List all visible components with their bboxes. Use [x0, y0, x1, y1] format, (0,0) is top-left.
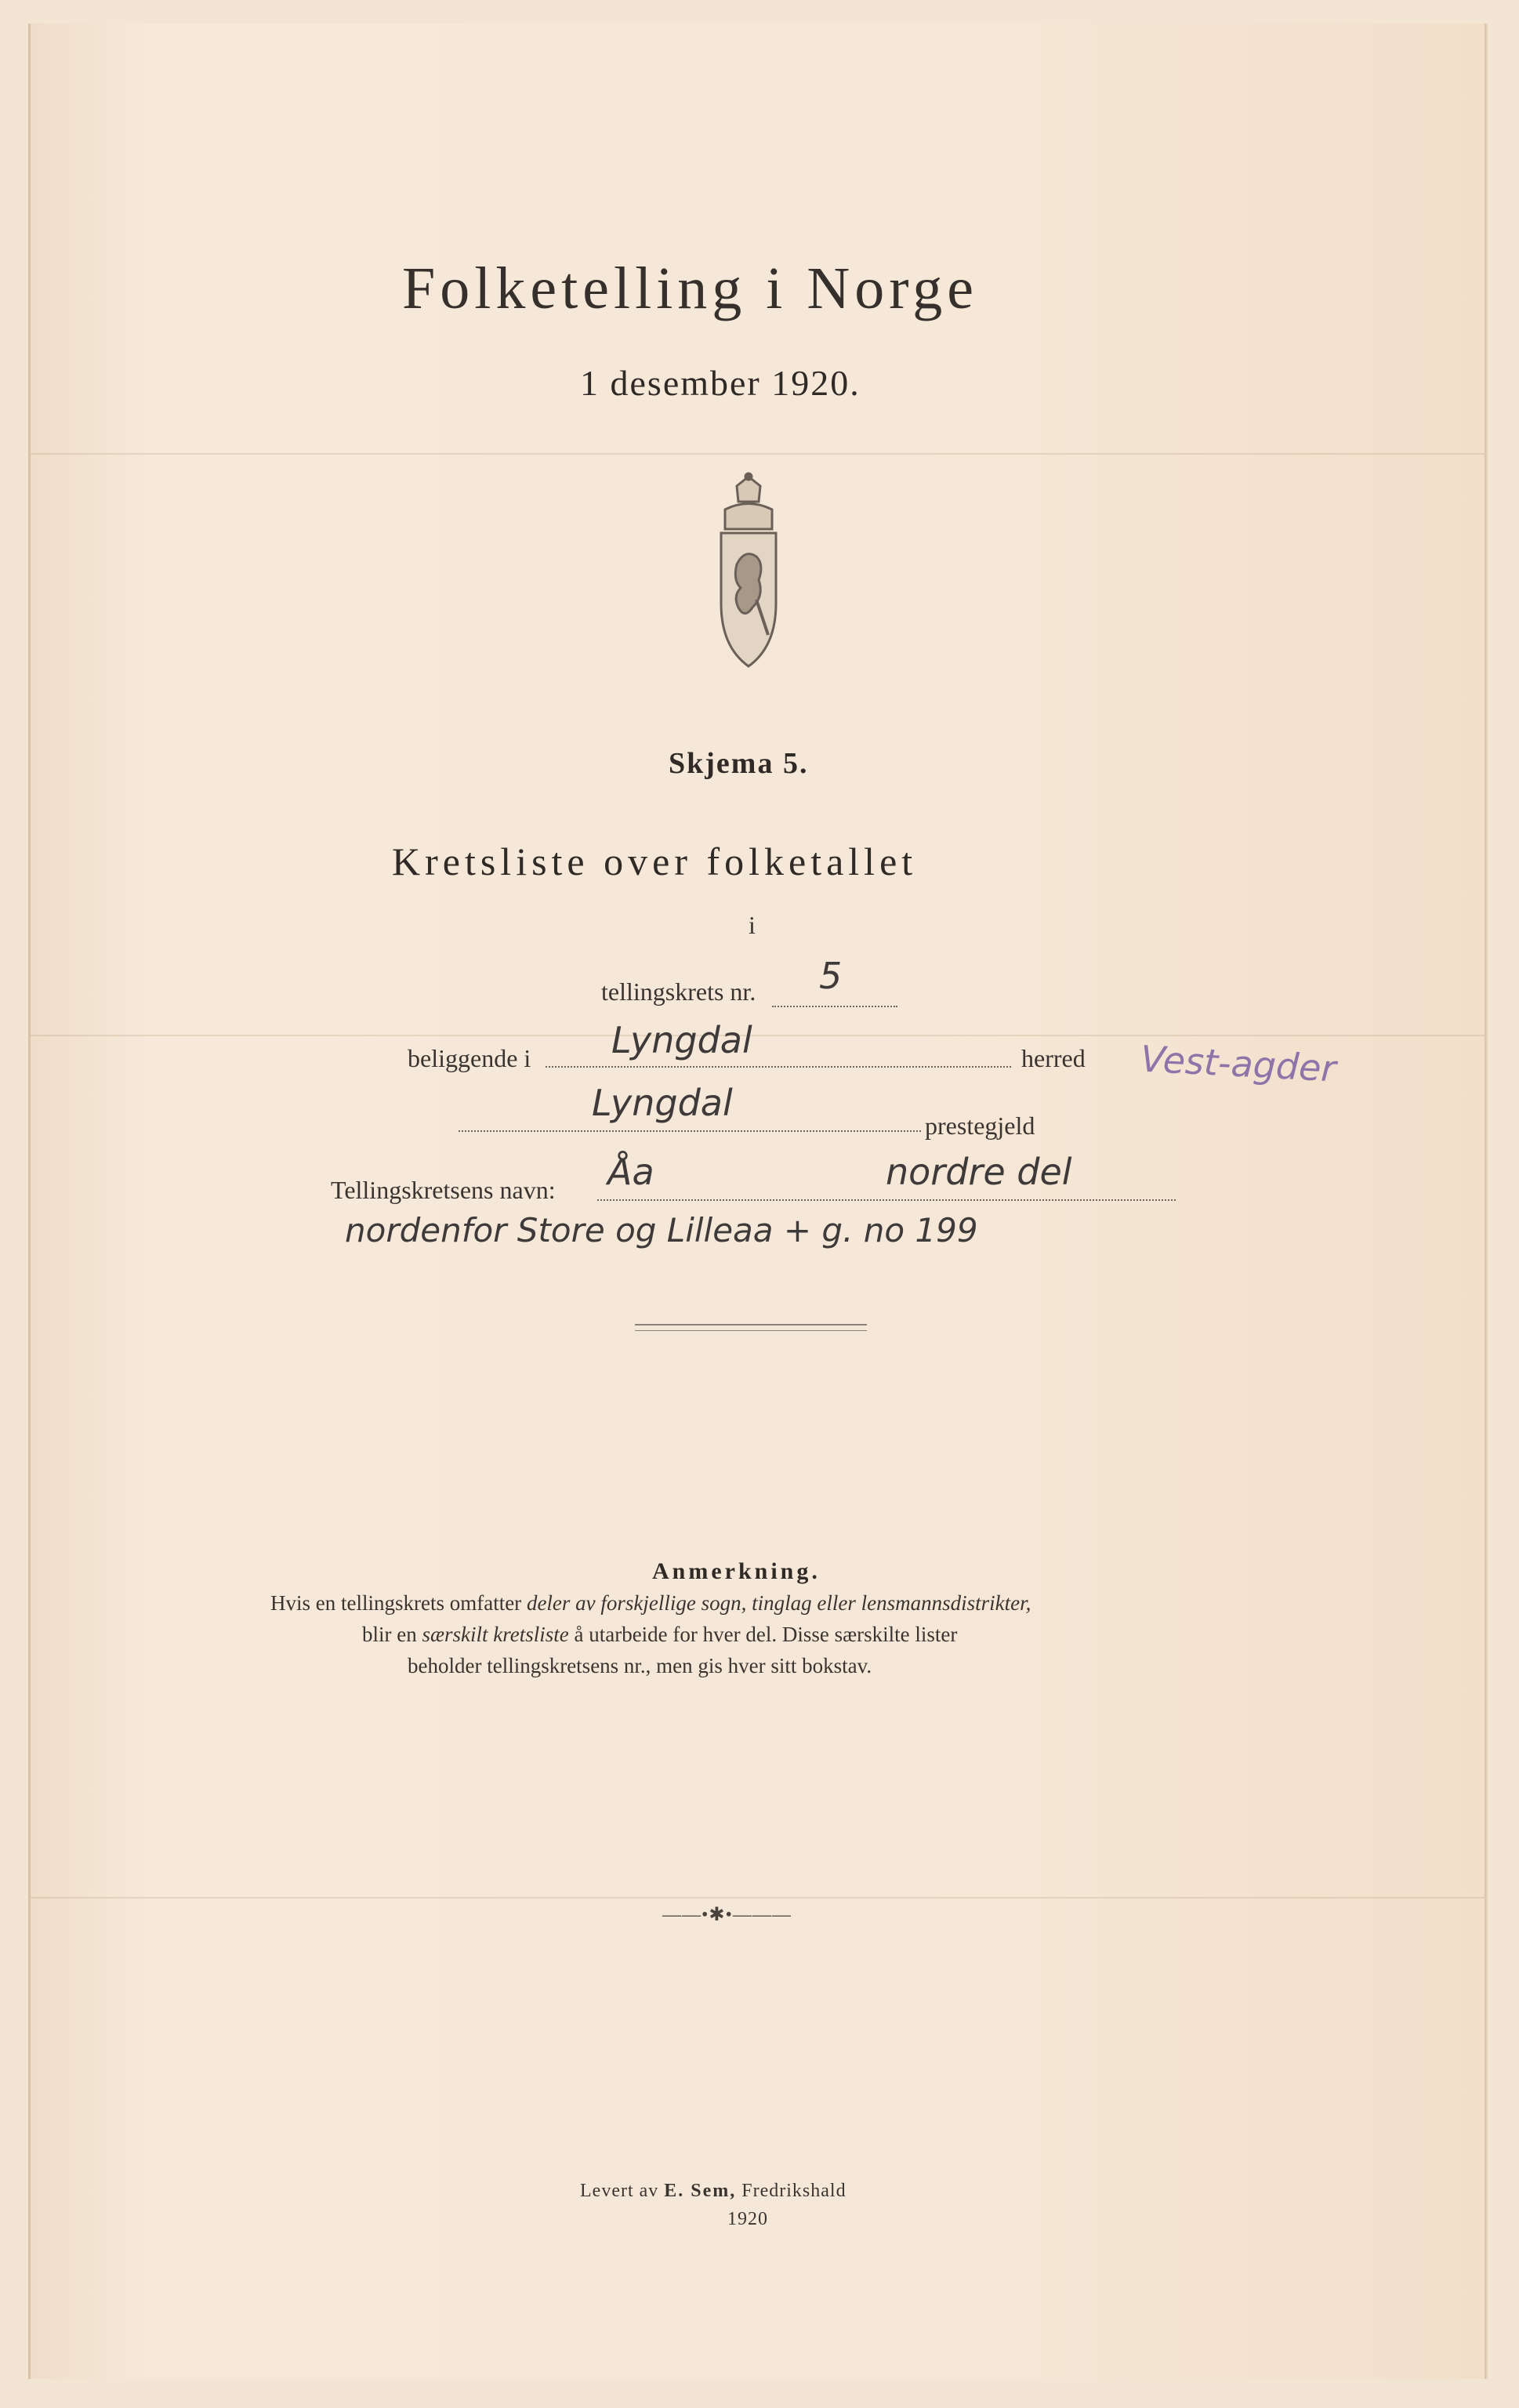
preposition-label: i	[749, 911, 756, 939]
paper-fold	[31, 1897, 1485, 1898]
print-year: 1920	[727, 2209, 768, 2229]
note-line-1	[270, 1591, 1031, 1616]
krets-name-label: Tellingskretsens navn:	[331, 1176, 556, 1204]
ornament: ——•✱•———	[662, 1905, 792, 1925]
printer-credit	[580, 2181, 847, 2202]
tellingskrets-number: 5	[819, 955, 843, 997]
page-title: Folketelling i Norge	[402, 256, 978, 321]
krets-name-extra: nordre del	[886, 1151, 1072, 1193]
census-date: 1 desember 1920.	[580, 363, 861, 403]
norwegian-coat-of-arms-icon	[690, 470, 807, 678]
printer-name: E. Sem,	[664, 2181, 737, 2201]
county-name: Vest-agder	[1139, 1037, 1337, 1090]
herred-label: herred	[1021, 1044, 1086, 1072]
krets-name-line	[597, 1199, 1176, 1201]
prestegjeld-label: prestegjeld	[925, 1112, 1035, 1140]
prestegjeld-name: Lyngdal	[592, 1082, 733, 1124]
beliggende-line	[546, 1066, 1011, 1068]
divider-rule	[635, 1324, 867, 1331]
note-line-2b: særskilt kretsliste	[422, 1623, 569, 1646]
paper-fold	[31, 1035, 1485, 1036]
note-line-1a: Hvis en tellingskrets omfatter	[270, 1591, 522, 1615]
herred-name: Lyngdal	[611, 1019, 752, 1061]
note-line-2	[362, 1623, 957, 1647]
note-line-2c: å utarbeide for hver del. Disse særskilte lister	[574, 1623, 958, 1646]
tellingskrets-line	[772, 1006, 897, 1007]
form-heading: Kretsliste over folketallet	[392, 840, 918, 883]
printer-credit-prefix: Levert av	[580, 2181, 659, 2201]
krets-name: Åa	[607, 1151, 654, 1193]
schema-number: Skjema 5.	[669, 747, 809, 780]
note-line-3: beholder tellingskretsens nr., men gis hver sitt bokstav.	[408, 1654, 872, 1677]
paper-fold	[31, 453, 1485, 455]
prestegjeld-line	[459, 1130, 921, 1132]
beliggende-label: beliggende i	[408, 1044, 531, 1072]
krets-description: nordenfor Store og Lilleaa + g. no 199	[345, 1211, 978, 1249]
note-line-1b: deler av forskjellige sogn, tinglag eller lensmannsdistrikter,	[526, 1591, 1031, 1615]
note-line-2a: blir en	[362, 1623, 417, 1646]
note-heading: Anmerkning.	[652, 1558, 821, 1584]
printer-city: Fredrikshald	[741, 2181, 847, 2201]
tellingskrets-label: tellingskrets nr.	[601, 977, 756, 1006]
